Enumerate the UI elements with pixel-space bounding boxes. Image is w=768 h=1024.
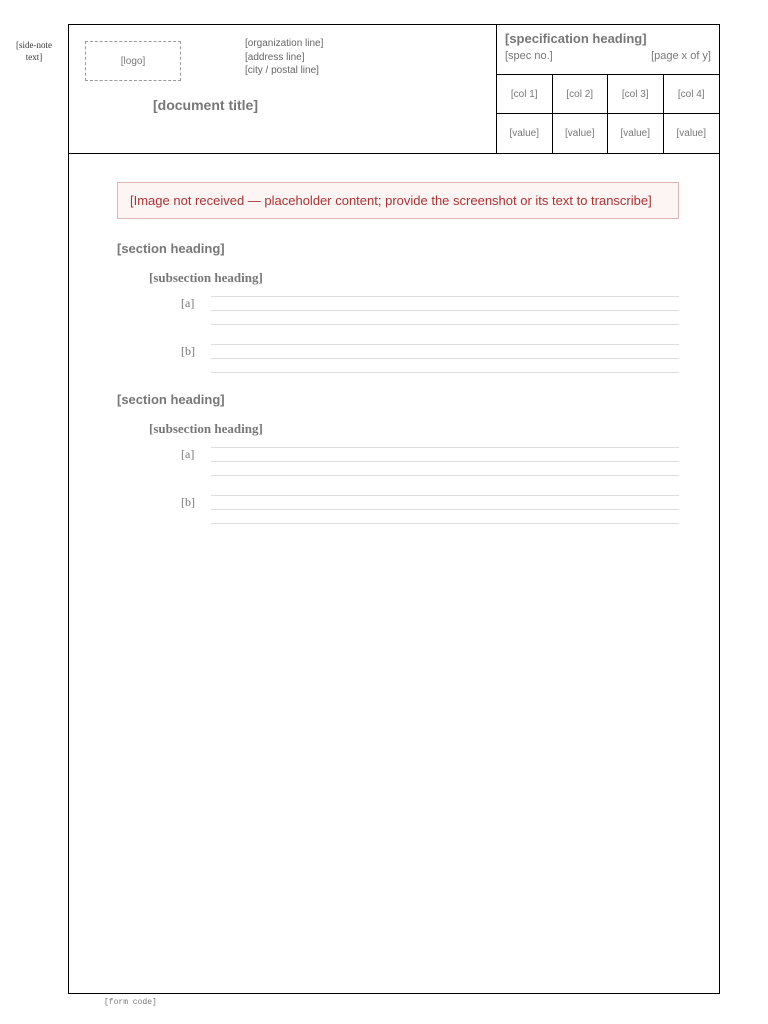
company-logo: [logo] bbox=[85, 41, 181, 81]
status-value-cell: [value] bbox=[608, 114, 664, 153]
status-header-cell: [col 4] bbox=[664, 75, 720, 114]
status-value-cell: [value] bbox=[676, 128, 706, 139]
spec-number-row bbox=[505, 50, 711, 62]
list-item-text-placeholder bbox=[211, 344, 679, 378]
section-title: [section heading] bbox=[117, 392, 225, 407]
list-item-text-placeholder bbox=[211, 296, 679, 330]
list-item-label: [a] bbox=[181, 447, 195, 461]
page-indicator: [page x of y] bbox=[651, 50, 711, 62]
spec-title: [specification heading] bbox=[505, 31, 647, 46]
list-item-text-placeholder bbox=[211, 495, 679, 529]
status-header-cell: [col 1] bbox=[497, 75, 553, 114]
section-title: [section heading] bbox=[117, 241, 225, 256]
document-title: [document title] bbox=[153, 97, 258, 113]
organization-address bbox=[245, 37, 485, 78]
section bbox=[117, 392, 679, 529]
spec-number: [spec no.] bbox=[505, 50, 553, 62]
side-note: [side-note text] bbox=[16, 40, 52, 62]
subsection-title: [subsection heading] bbox=[149, 421, 263, 436]
list-item bbox=[181, 447, 679, 481]
document-header bbox=[68, 24, 720, 154]
org-line: [city / postal line] bbox=[245, 65, 319, 76]
list-item-label: [a] bbox=[181, 296, 195, 310]
header-left-panel bbox=[69, 25, 497, 153]
status-header-cell: [col 3] bbox=[608, 75, 664, 114]
list-item bbox=[181, 495, 679, 529]
status-header-cell: [col 2] bbox=[553, 75, 609, 114]
section bbox=[117, 241, 679, 378]
status-value-cell: [value] bbox=[497, 114, 553, 153]
header-right-panel bbox=[497, 25, 719, 153]
subsection-title: [subsection heading] bbox=[149, 270, 263, 285]
list-item bbox=[181, 344, 679, 378]
list-item-label: [b] bbox=[181, 344, 195, 358]
org-line: [address line] bbox=[245, 51, 305, 63]
list-item bbox=[181, 296, 679, 330]
org-line: [organization line] bbox=[245, 38, 324, 49]
spec-title-block bbox=[497, 25, 719, 75]
document-body bbox=[68, 154, 720, 994]
list-item-label: [b] bbox=[181, 495, 195, 509]
list-item-text-placeholder bbox=[211, 447, 679, 481]
footer-form-code: [form code] bbox=[104, 998, 157, 1007]
status-table bbox=[497, 75, 719, 153]
placeholder-notice: [Image not received — placeholder content; provide the screenshot or its text to transcribe] bbox=[117, 182, 679, 219]
status-value-cell: [value] bbox=[553, 114, 609, 153]
